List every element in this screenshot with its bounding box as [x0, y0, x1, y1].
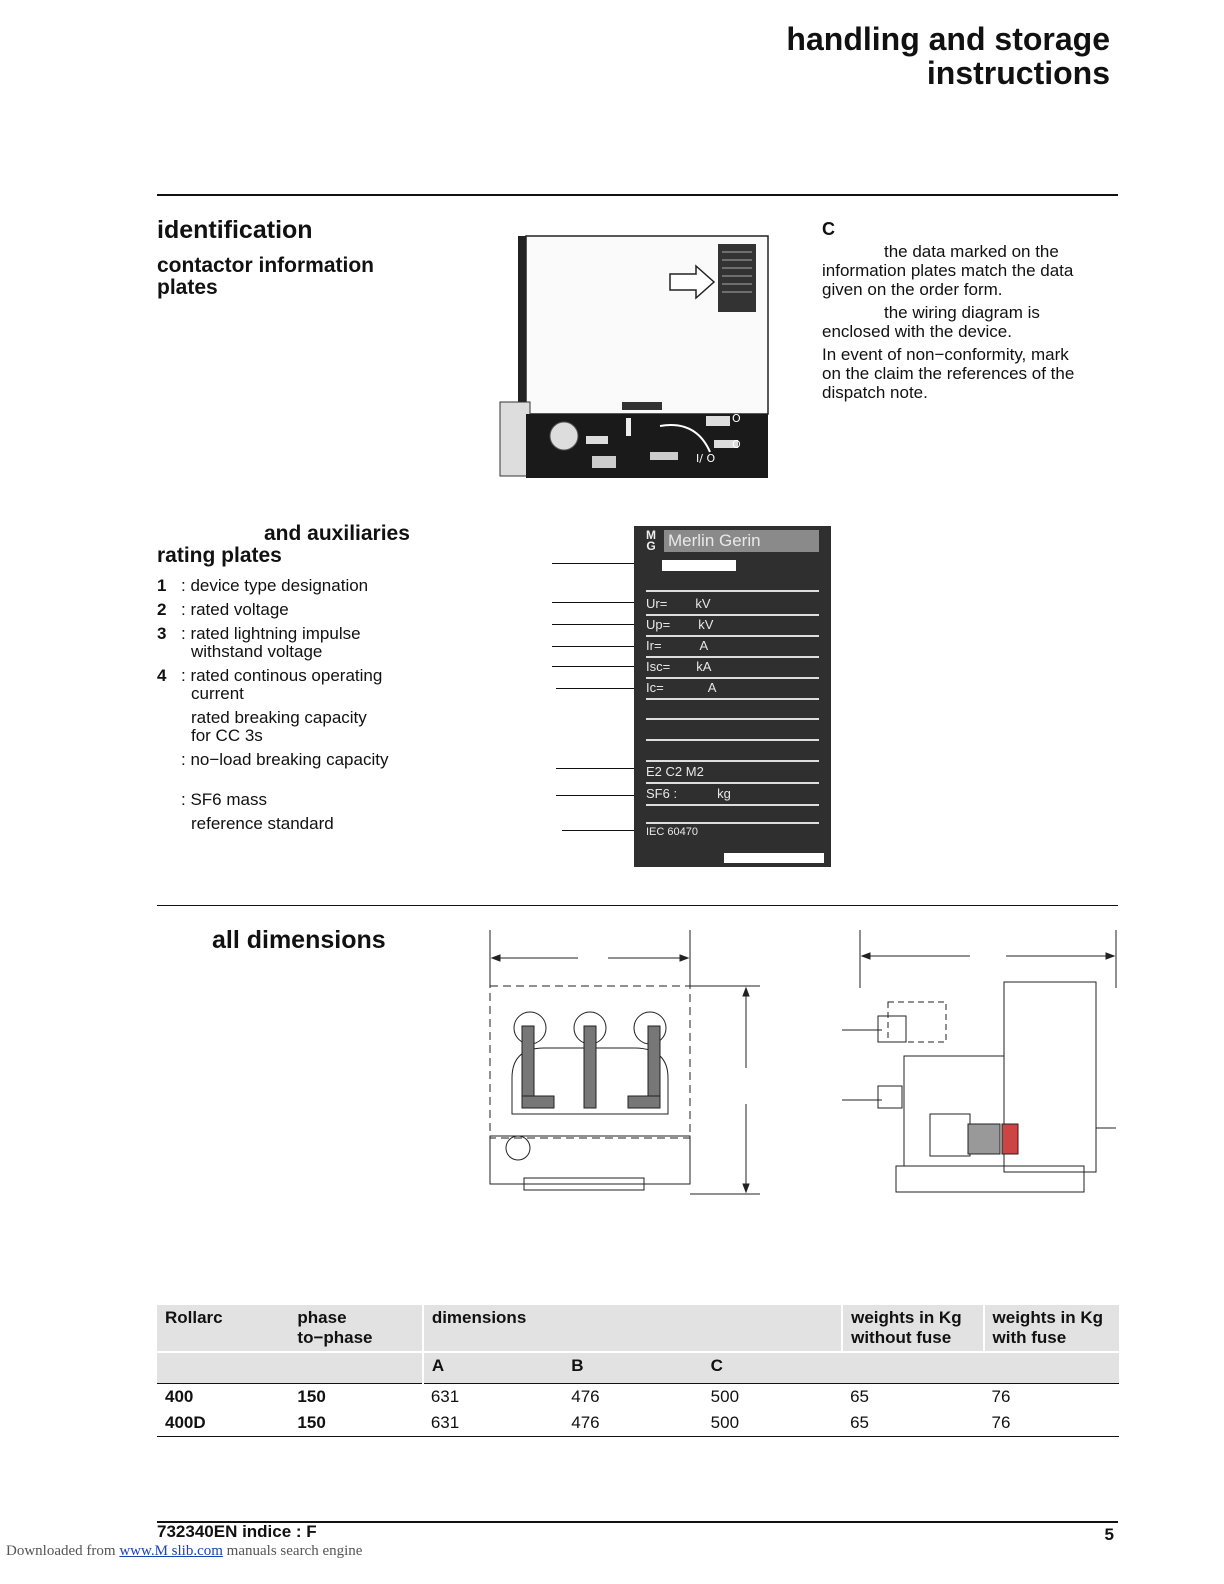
plate-ur-unit: kV	[695, 596, 711, 611]
wiring-line-1: the wiring diagram is	[884, 303, 1040, 322]
plate-sf6-label: SF6 :	[646, 786, 678, 801]
plate-designation-box	[662, 560, 736, 571]
check-line-3: given on the order form.	[822, 280, 1003, 299]
leader-line	[552, 646, 645, 647]
plate-brand: Merlin Gerin	[664, 530, 819, 552]
download-prefix: Downloaded from	[6, 1543, 120, 1559]
list-item	[157, 815, 477, 833]
item-text: : no−load breaking capacity	[181, 750, 389, 769]
identification-heading: identification	[157, 216, 313, 244]
rating-heading-line-2: rating plates	[157, 544, 282, 567]
plate-sf6-unit: kg	[717, 786, 731, 801]
plate-line	[646, 804, 819, 806]
check-heading: C	[822, 219, 835, 239]
item-text-line-1: rated breaking capacity	[191, 708, 367, 727]
plate-ur-label: Ur=	[646, 596, 668, 611]
rating-plate	[634, 526, 831, 867]
item-number: 2	[157, 600, 167, 619]
header-phase-line-2: to−phase	[297, 1328, 373, 1347]
page-number: 5	[1104, 1525, 1114, 1544]
nonconf-line-1: In event of non−conformity, mark	[822, 345, 1069, 364]
cell-phase: 150	[289, 1410, 422, 1437]
page-title	[786, 22, 1110, 90]
header-weight-without-fuse	[842, 1305, 983, 1352]
plate-ir-unit: A	[699, 638, 709, 653]
cell-rollarc: 400D	[157, 1410, 289, 1437]
leader-line	[556, 688, 645, 689]
item-number: 3	[157, 624, 167, 643]
plate-sf6	[646, 786, 731, 801]
item-text: : rated voltage	[181, 600, 289, 619]
contactor-illustration	[496, 230, 772, 482]
list-item	[157, 751, 477, 769]
plate-up-unit: kV	[698, 617, 714, 632]
cell-weight-with-fuse: 76	[984, 1384, 1119, 1411]
subheading-line-2: plates	[157, 276, 218, 299]
section-divider	[157, 905, 1118, 906]
subheader-b: B	[563, 1352, 702, 1384]
list-item	[157, 709, 477, 745]
title-line-1: handling and storage	[786, 21, 1110, 57]
item-number	[157, 751, 181, 769]
item-number: 1	[157, 576, 167, 595]
plate-line	[646, 760, 819, 762]
plate-line	[646, 698, 819, 700]
item-text-line-2: for CC 3s	[191, 726, 263, 745]
cell-a: 631	[423, 1384, 563, 1411]
plate-isc-unit: kA	[696, 659, 712, 674]
nonconf-line-2: on the claim the references of the	[822, 364, 1075, 383]
header-phase	[289, 1305, 422, 1352]
plate-serial-box	[724, 853, 824, 863]
cell-c: 500	[703, 1384, 842, 1411]
plate-line	[646, 590, 819, 592]
item-text	[181, 709, 477, 745]
item-text-line-2: current	[191, 684, 244, 703]
rating-list	[157, 577, 477, 839]
item-text	[181, 625, 477, 661]
svg-text:I/ O: I/ O	[696, 452, 716, 465]
leader-line	[556, 795, 645, 796]
leader-line	[562, 830, 645, 831]
download-notice	[6, 1543, 362, 1560]
cell-a: 631	[423, 1410, 563, 1437]
plate-line	[646, 677, 819, 679]
table-row	[157, 1410, 1119, 1437]
header-dimensions: dimensions	[423, 1305, 842, 1352]
header-rollarc: Rollarc	[157, 1305, 289, 1352]
document-reference: 732340EN indice : F	[157, 1522, 317, 1541]
list-item	[157, 577, 477, 595]
header-weight-without-line-1: weights in Kg	[851, 1308, 962, 1327]
list-item	[157, 625, 477, 661]
plate-class: E2 C2 M2	[646, 764, 704, 779]
plate-line	[646, 614, 819, 616]
dimensions-table	[157, 1305, 1119, 1437]
leader-line	[556, 768, 645, 769]
cell-phase: 150	[289, 1384, 422, 1411]
subheader-empty	[289, 1352, 422, 1384]
subheader-empty	[984, 1352, 1119, 1384]
contactor-plates-heading	[157, 255, 374, 299]
table-row	[157, 1384, 1119, 1411]
plate-ic-unit: A	[707, 680, 717, 695]
cell-c: 500	[703, 1410, 842, 1437]
cell-weight-with-fuse: 76	[984, 1410, 1119, 1437]
cell-rollarc: 400	[157, 1384, 289, 1411]
title-line-2: instructions	[926, 55, 1110, 91]
header-weight-without-line-2: without fuse	[851, 1328, 952, 1347]
header-weight-with-line-1: weights in Kg	[992, 1308, 1104, 1327]
subheader-empty	[157, 1352, 289, 1384]
item-text	[181, 667, 477, 703]
header-weight-with-fuse	[984, 1305, 1119, 1352]
plate-isc-label: Isc=	[646, 659, 671, 674]
plate-isc	[646, 659, 711, 674]
nonconf-line-3: dispatch note.	[822, 383, 928, 402]
item-text-line-1: : rated lightning impulse	[181, 624, 361, 643]
plate-line	[646, 739, 819, 741]
check-line-2: information plates match the data	[822, 261, 1074, 280]
check-text	[822, 242, 1122, 402]
svg-text:O: O	[732, 438, 741, 451]
front-view-drawing	[484, 928, 764, 1204]
plate-line	[646, 656, 819, 658]
list-item	[157, 791, 477, 809]
plate-line	[646, 822, 819, 824]
rating-plates-heading	[157, 523, 410, 567]
download-suffix: manuals search engine	[222, 1543, 363, 1559]
item-number: 4	[157, 666, 167, 685]
plate-up-label: Up=	[646, 617, 671, 632]
side-view-drawing	[842, 928, 1120, 1196]
item-number	[157, 791, 181, 809]
cell-b: 476	[563, 1384, 702, 1411]
leader-line	[552, 563, 634, 564]
plate-ur	[646, 596, 710, 611]
item-text: : device type designation	[181, 576, 369, 595]
cell-b: 476	[563, 1410, 702, 1437]
header-weight-with-line-2: with fuse	[992, 1328, 1067, 1347]
item-text: : SF6 mass	[181, 790, 267, 809]
dimensions-heading: all dimensions	[212, 926, 386, 954]
table-subheader-row	[157, 1352, 1119, 1384]
item-text: reference standard	[191, 814, 334, 833]
plate-line	[646, 718, 819, 720]
subheading-line-1: contactor information	[157, 254, 375, 277]
header-phase-line-1: phase	[297, 1308, 347, 1327]
section-divider	[157, 194, 1118, 196]
subheader-empty	[842, 1352, 983, 1384]
item-number	[157, 709, 181, 745]
list-item	[157, 601, 477, 619]
plate-ir	[646, 638, 708, 653]
svg-text:O: O	[732, 412, 741, 425]
check-line-1: the data marked on the	[884, 242, 1059, 261]
rating-heading-line-1: and auxiliaries	[264, 522, 410, 545]
subheader-a: A	[423, 1352, 563, 1384]
list-item	[157, 667, 477, 703]
wiring-line-2: enclosed with the device.	[822, 322, 1012, 341]
download-link[interactable]: www.M slib.com	[119, 1543, 223, 1559]
leader-line	[552, 624, 645, 625]
plate-ir-label: Ir=	[646, 638, 662, 653]
cell-weight-without-fuse: 65	[842, 1384, 983, 1411]
subheader-c: C	[703, 1352, 842, 1384]
item-text-line-2: withstand voltage	[191, 642, 323, 661]
plate-ic	[646, 680, 716, 695]
plate-iec: IEC 60470	[646, 826, 698, 838]
plate-up	[646, 617, 713, 632]
item-number	[157, 815, 181, 833]
leader-line	[552, 666, 645, 667]
plate-line	[646, 635, 819, 637]
leader-line	[552, 602, 645, 603]
plate-ic-label: Ic=	[646, 680, 664, 695]
cell-weight-without-fuse: 65	[842, 1410, 983, 1437]
table-header-row	[157, 1305, 1119, 1352]
merlin-gerin-logo: M G	[646, 528, 656, 553]
item-text-line-1: : rated continous operating	[181, 666, 383, 685]
plate-line	[646, 782, 819, 784]
